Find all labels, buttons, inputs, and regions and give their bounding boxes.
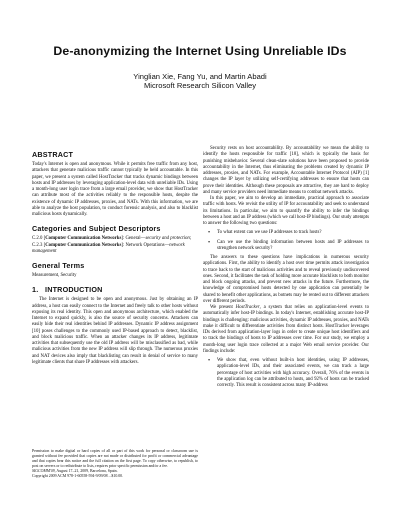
abstract-text: Today's Internet is open and anonymous. While it permits free traffic from any host, attackers that generate malicious traffic cannot typically be held accountable. In this paper, we present a system called HostTracker that tracks dynamic bindings between hosts and IP addresses by leveraging application-level data with unreliable IDs. Using a month-long user login trace from a large email provider, we show that HostTracker can attribute most of the activities reliably to the responsible hosts, despite the existence of dynamic IP addresses, proxies, and NATs. With this information, we are able to analyze the host population, to conduct forensic analysis, and also to blacklist malicious hosts dynamically. xyxy=(32,162,198,217)
abstract-heading: ABSTRACT xyxy=(32,150,74,159)
bullet-icon: • xyxy=(208,230,211,237)
right-paragraph-4: We present HostTracker, a system that relies on application-level events to automatically infer host-IP bindings. In today's Internet, establishing accurate host-IP bindings is challenging: malicious activities, dynamic IP addresses, proxies, and NATs make it difficult to differentiate activities from distinct hosts. HostTracker leverages IDs derived from application-layer logs in order to create unique host identifiers and to track the bindings of hosts to IP addresses over time. For our study, we employ a month-long user login trace collected at a major Web email service provider. Our findings include: xyxy=(203,305,369,354)
author-names: Yinglian Xie, Fang Yu, and Martin Abadi xyxy=(133,72,267,81)
list-item: • Can we use the binding information between hosts and IP addresses to strengthen network security? xyxy=(208,239,369,251)
bullet-icon: • xyxy=(208,239,211,246)
categories-text: C.2.0 [Computer Communication Networks]: General—security and protection; C.2.3 [Computer Communication Networks]: Network Operations—network management xyxy=(32,236,192,254)
author-block xyxy=(0,72,400,91)
right-paragraph-2: In this paper, we aim to develop an immediate, practical approach to associate traffic with hosts. We revisit the utility of IP for accountability and seek to understand its limitations. In particular, we aim to quantify the ability to infer the bindings between a host and an IP address (which we call host-IP bindings). Our study attempts to answer the following two questions: xyxy=(203,196,369,226)
bullet-icon: • xyxy=(208,358,211,364)
list-item: • To what extent can we use IP addresses to track hosts? xyxy=(208,230,322,237)
list-item: • We show that, even without built-in host identities, using IP addresses, application-level IDs, and their associated events, we can track a large percentage of host activities with high accuracy. Overall, 76% of the events in the application log can be attributed to hosts, and 92% of hosts can be tracked correctly. This result is consistent across many IP-address xyxy=(208,358,369,388)
permission-footnote xyxy=(32,449,198,479)
permission-text: Permission to make digital or hard copies of all or part of this work for personal or classroom use is granted without fee provided that copies are not made or distributed for profit or commercial advantage and that copies bear this notice and the full citation on the first page. To copy otherwise, to republish, to post on servers or to redistribute to lists, requires prior specific permission and/or a fee. xyxy=(32,449,198,468)
categories-heading: Categories and Subject Descriptors xyxy=(32,224,161,234)
right-column xyxy=(203,146,369,392)
copyright-line: Copyright 2009 ACM 978-1-60558-594-9/09/08 ...$10.00. xyxy=(32,474,124,478)
left-column xyxy=(32,150,198,366)
intro-paragraph: The Internet is designed to be open and anonymous. Just by obtaining an IP address, a host can easily connect to the Internet and freely talk to other hosts without exposing its real identity. This open and anonymous architecture, which enabled the Internet to expand quickly, is also the source of security concerns. Attackers can easily hide their real identities behind IP addresses. Dynamic IP address assignment [10] poses challenges to the commonly used IP-based approach to detect, blacklist, and block malicious traffic. When an attacker changes its IP address, legitimate activities that subsequently use the old IP address will be misclassified as bad, while malicious activities from the new IP address will slip through. The numerous proxies and NAT devices also imply that blacklisting can result in denial of service to many legitimate clients that share IP addresses with attackers. xyxy=(32,297,198,365)
author-affiliation: Microsoft Research Silicon Valley xyxy=(143,81,257,91)
general-terms-text: Measurement, Security xyxy=(32,273,77,278)
findings-list xyxy=(203,358,369,389)
general-terms-heading: General Terms xyxy=(32,261,85,270)
question-list xyxy=(203,230,369,252)
intro-heading: 1. INTRODUCTION xyxy=(32,285,103,295)
right-paragraph-3: The answers to these questions have implications in numerous security applications. First, the ability to identify a host over time permits attack investigation to trace back to the start of malicious activities and to reveal previously undiscovered ones. Second, it facilitates the task of holding more accurate blacklists to both monitor and block ongoing attacks, and prevent new attacks in the future. Furthermore, the knowledge of compromised hosts detected by one application can potentially be shared to benefit other applications, as botnets may be rented out to different attackers over different periods. xyxy=(203,255,369,304)
right-paragraph-1: Security rests on host accountability. By accountability we mean the ability to identify the hosts responsible for traffic [18], which is typically the basis for punishing misbehavior. Several clean-slate solutions have been proposed to provide accountability in the Internet, thus eliminating the problems created by dynamic IP addresses, proxies, and NATs. For example, Accountable Internet Protocol (AIP) [1] changes the IP layer by utilizing self-certifying addresses to ensure that hosts can prove their identities. Although these proposals are attractive, they are hard to deploy and many service providers need immediate means to combat network attacks. xyxy=(203,146,369,195)
paper-title: De-anonymizing the Internet Using Unreliable IDs xyxy=(53,44,347,58)
venue-line: SIGCOMM'09, August 17–21, 2009, Barcelona, Spain. xyxy=(32,469,118,473)
